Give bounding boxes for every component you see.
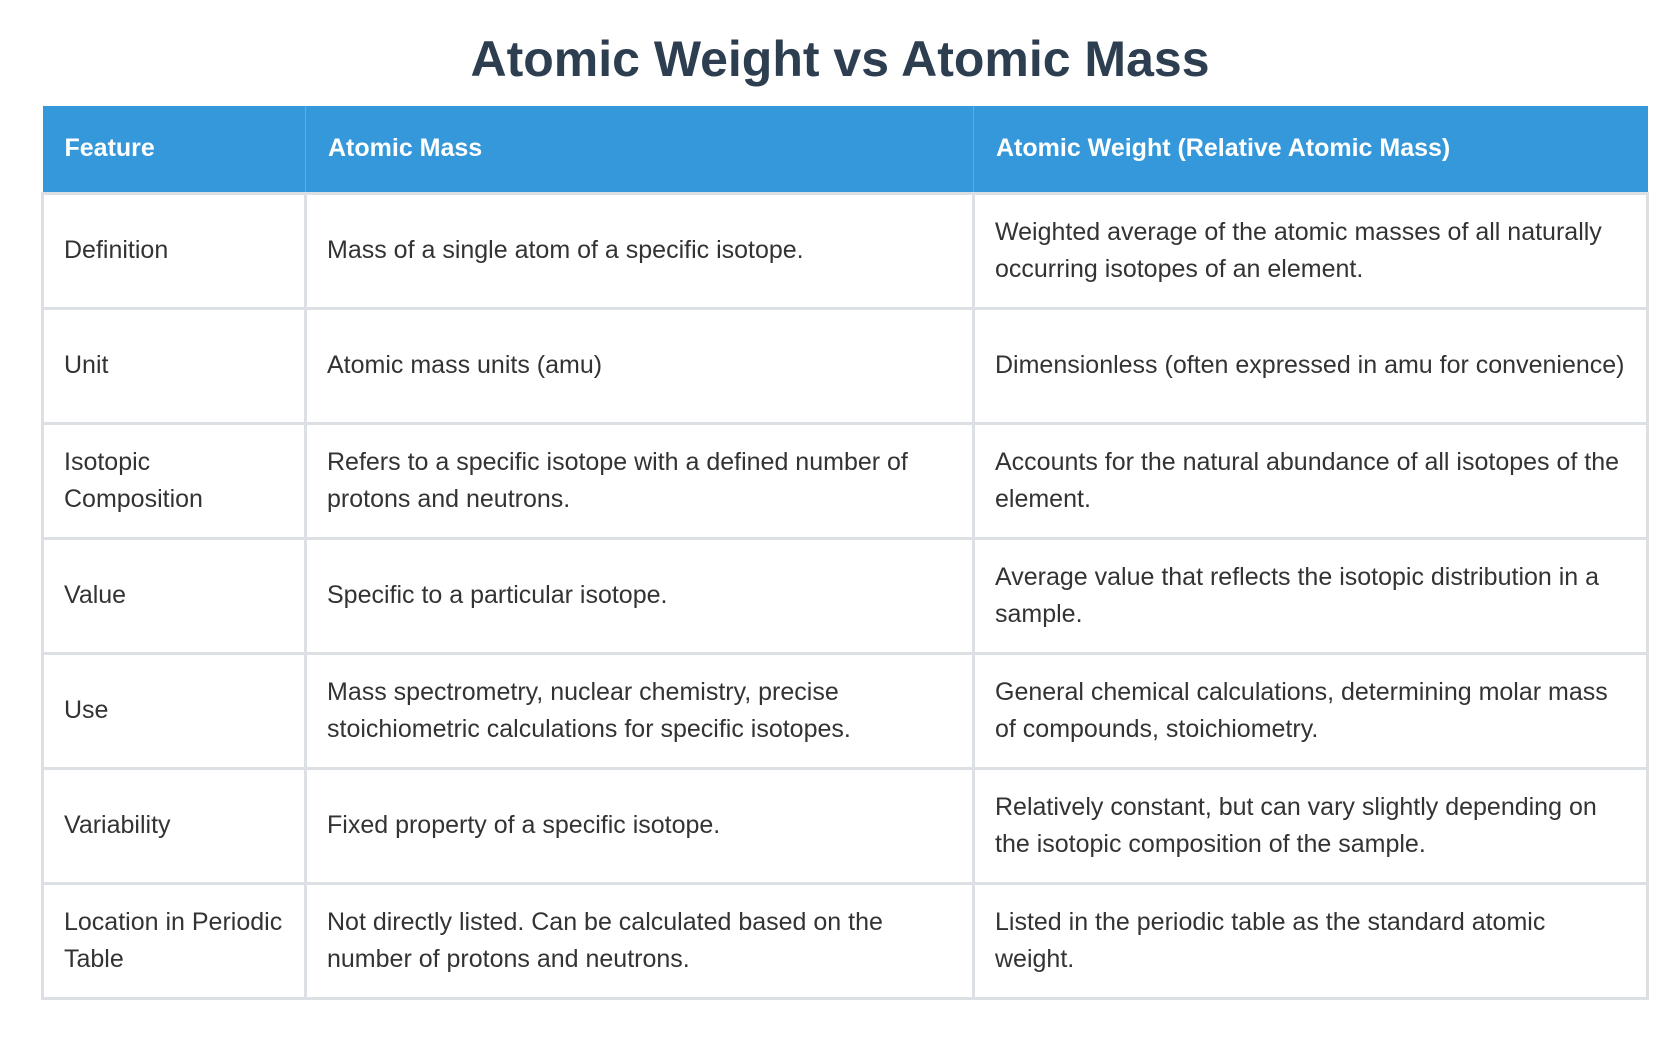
cell-atomic-weight: General chemical calculations, determining molar mass of compounds, stoichiometry. <box>974 653 1648 768</box>
cell-feature: Location in Periodic Table <box>43 883 306 998</box>
cell-feature: Value <box>43 538 306 653</box>
cell-atomic-mass: Refers to a specific isotope with a defined number of protons and neutrons. <box>306 423 974 538</box>
cell-feature: Isotopic Composition <box>43 423 306 538</box>
table-row <box>43 538 1648 653</box>
table-row <box>43 768 1648 883</box>
cell-atomic-mass: Mass spectrometry, nuclear chemistry, precise stoichiometric calculations for specific isotopes. <box>306 653 974 768</box>
column-header-atomic-weight: Atomic Weight (Relative Atomic Mass) <box>974 106 1648 193</box>
table-row <box>43 883 1648 998</box>
column-header-atomic-mass: Atomic Mass <box>306 106 974 193</box>
cell-feature: Definition <box>43 193 306 308</box>
cell-atomic-mass: Fixed property of a specific isotope. <box>306 768 974 883</box>
column-header-feature: Feature <box>43 106 306 193</box>
table-row <box>43 423 1648 538</box>
table-row <box>43 193 1648 308</box>
cell-atomic-weight: Weighted average of the atomic masses of all naturally occurring isotopes of an element. <box>974 193 1648 308</box>
cell-atomic-weight: Dimensionless (often expressed in amu for convenience) <box>974 308 1648 423</box>
table-header-row <box>43 106 1648 193</box>
cell-atomic-mass: Not directly listed. Can be calculated based on the number of protons and neutrons. <box>306 883 974 998</box>
cell-atomic-mass: Mass of a single atom of a specific isotope. <box>306 193 974 308</box>
cell-atomic-weight: Listed in the periodic table as the standard atomic weight. <box>974 883 1648 998</box>
comparison-table <box>41 106 1649 1000</box>
page-title: Atomic Weight vs Atomic Mass <box>470 31 1210 87</box>
cell-feature: Variability <box>43 768 306 883</box>
cell-atomic-mass: Atomic mass units (amu) <box>306 308 974 423</box>
cell-feature: Use <box>43 653 306 768</box>
cell-feature: Unit <box>43 308 306 423</box>
comparison-table-container <box>41 106 1646 1000</box>
cell-atomic-mass: Specific to a particular isotope. <box>306 538 974 653</box>
cell-atomic-weight: Relatively constant, but can vary slightly depending on the isotopic composition of the sample. <box>974 768 1648 883</box>
cell-atomic-weight: Average value that reflects the isotopic distribution in a sample. <box>974 538 1648 653</box>
table-row <box>43 653 1648 768</box>
table-row <box>43 308 1648 423</box>
cell-atomic-weight: Accounts for the natural abundance of all isotopes of the element. <box>974 423 1648 538</box>
